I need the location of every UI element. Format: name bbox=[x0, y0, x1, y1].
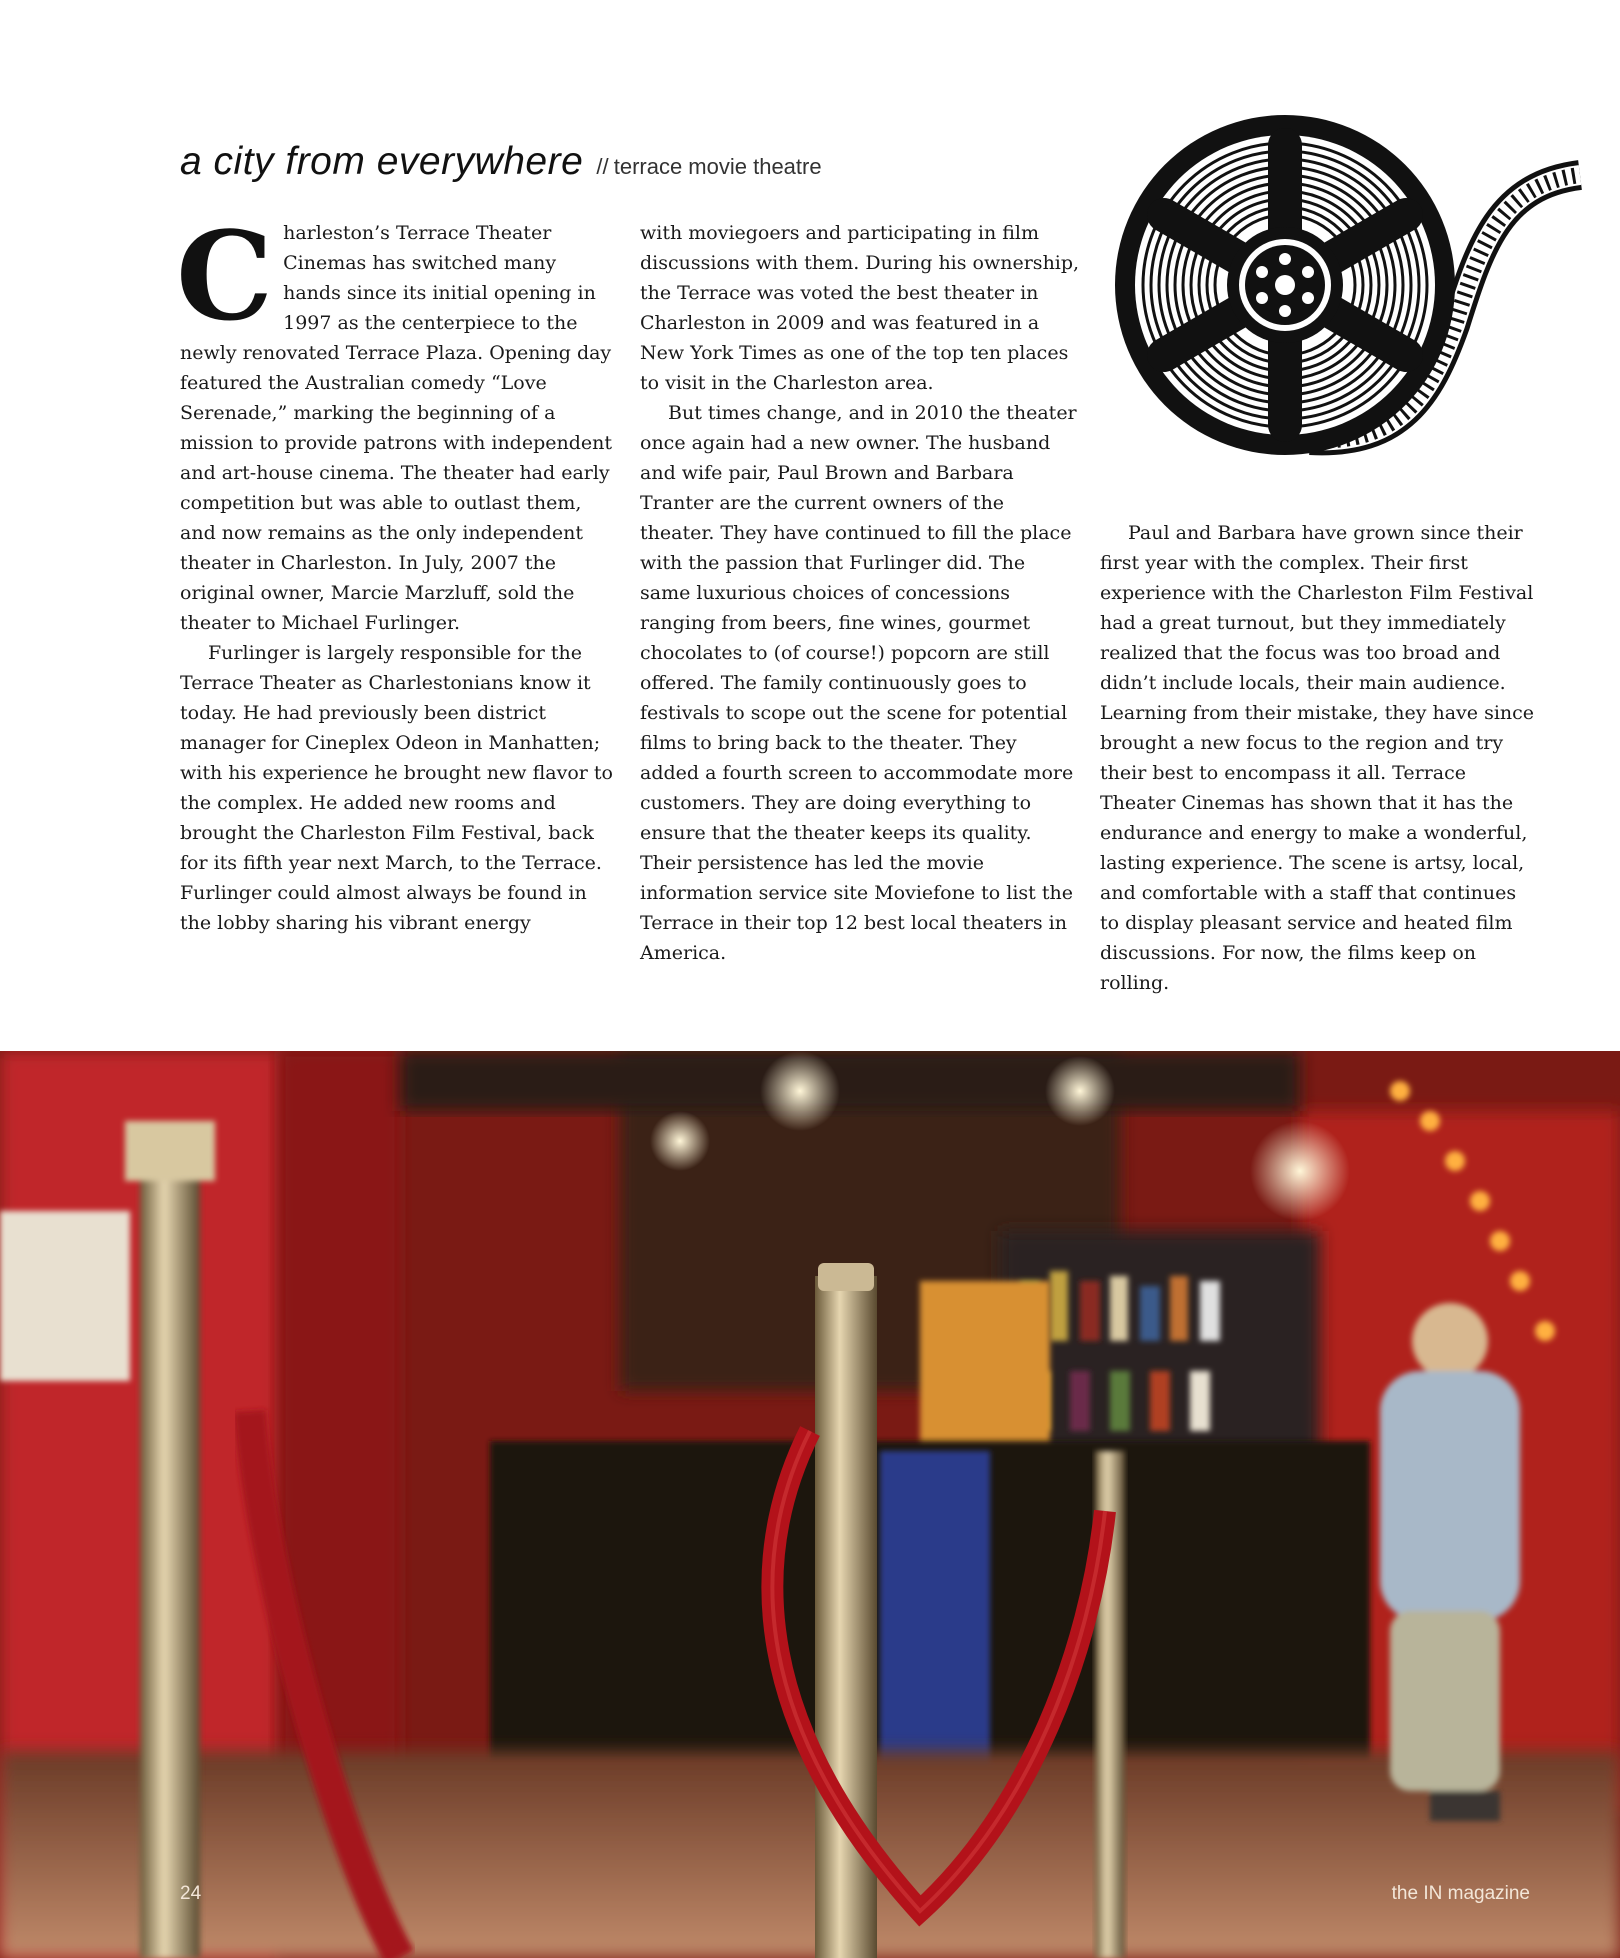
title-separator: // bbox=[596, 154, 609, 179]
paragraph: But times change, and in 2010 the theater once again had a new owner. The husband and wife pair, Paul Brown and Barbara Tranter are the current owners of the theater. They have continued to fill the place with the passion that Furlinger did. The same luxurious choices of concessions ranging from beers, fine wines, gourmet chocolates to (of course!) popcorn are still offered. The family continuously goes to festivals to scope out the scene for potential films to bring back to the theater. They added a fourth screen to accommodate more customers. They are doing everything to ensure that the theater keeps its quality. Their persistence has led the movie information service site Moviefone to list the Terrace in their top 12 best local theaters in America. bbox=[640, 402, 1077, 964]
paragraph: Furlinger is largely responsible for the Terrace Theater as Charlestonians know it today. He had previously been district manager for Cineplex Odeon in Manhatten; with his experience he brought new flavor to the complex. He added new rooms and brought the Charleston Film Festival, back for its fifth year next March, to the Terrace. Furlinger could almost always be found in the lobby sharing his vibrant energy bbox=[180, 642, 613, 934]
article-column-2 bbox=[640, 218, 1080, 968]
film-reel-icon bbox=[1100, 95, 1600, 465]
paragraph bbox=[176, 204, 617, 638]
page-number: 24 bbox=[180, 1883, 202, 1904]
article-subtitle: terrace movie theatre bbox=[613, 154, 822, 179]
theater-lobby-photo bbox=[0, 1051, 1620, 1958]
publication-name: the IN magazine bbox=[1391, 1883, 1530, 1904]
article-header bbox=[180, 140, 822, 184]
paragraph: Paul and Barbara have grown since their first year with the complex. Their first experience with the Charleston Film Festival had a great turnout, but they immediately realized that the focus was too broad and didn’t include locals, their main audience. Learning from their mistake, they have since brought a new focus to the region and try their best to encompass it all. Terrace Theater Cinemas has shown that it has the endurance and energy to make a wonderful, lasting experience. The scene is artsy, local, and comfortable with a staff that continues to display pleasant service and heated film discussions. For now, the films keep on rolling. bbox=[1100, 522, 1535, 994]
article-column-1 bbox=[176, 204, 617, 938]
article-column-3 bbox=[1100, 518, 1540, 998]
drop-cap: C bbox=[176, 204, 274, 348]
paragraph-text: harleston’s Terrace Theater Cinemas has switched many hands since its initial opening in 1997 as the centerpiece to the newly renovated Terrace Plaza. Opening day featured the Australian comedy “Love Serenade,” marking the beginning of a mission to provide patrons with independent and art-house cinema. The theater had early competition but was able to outlast them, and now remains as the only independent theater in Charleston. In July, 2007 the original owner, Marcie Marzluff, sold the theater to Michael Furlinger. bbox=[180, 222, 613, 634]
article-title: a city from everywhere bbox=[180, 140, 584, 183]
paragraph: with moviegoers and participating in film discussions with them. During his ownership, the Terrace was voted the best theater in Charleston in 2009 and was featured in a New York Times as one of the top ten places to visit in the Charleston area. bbox=[640, 222, 1080, 394]
